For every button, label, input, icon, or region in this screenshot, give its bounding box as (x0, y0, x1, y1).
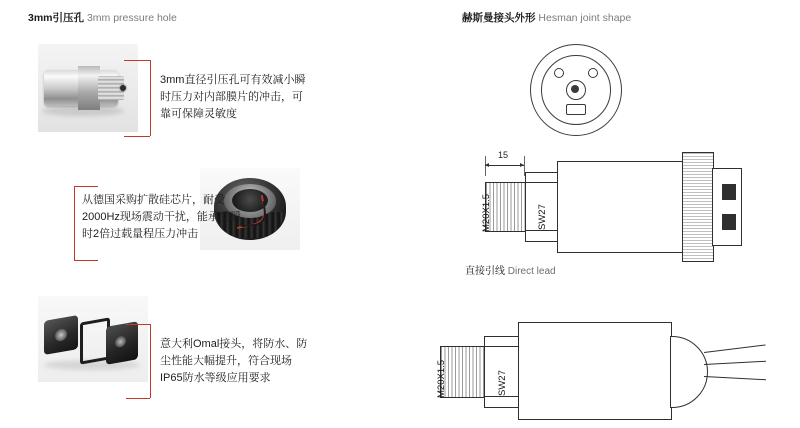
thread-label-m20: M20X1.5 (481, 193, 492, 232)
callout-leader-top-3 (126, 324, 150, 325)
center-dot-shape (571, 85, 579, 93)
hex-chamfer-bottom (525, 230, 557, 231)
connector-pin-upper (722, 184, 736, 200)
pin-hole-left-shape (554, 68, 564, 78)
pin-hole-right-shape (588, 68, 598, 78)
dim-label-15: 15 (498, 150, 509, 160)
callout-leader-bottom-1 (124, 136, 150, 137)
connector-eye-shape (55, 328, 67, 342)
hex-label-sw27: SW27 (497, 370, 508, 396)
callout-leader-top-1 (124, 60, 150, 61)
cable-wire-lower (704, 376, 766, 380)
hex-nut-shape (78, 66, 100, 110)
dim-line-15 (485, 165, 524, 166)
housing-barrel-shape (557, 161, 684, 253)
pressure-hole-shape (120, 85, 126, 91)
cable-wire-upper (704, 344, 766, 353)
heading-en-text: Hesman joint shape (538, 12, 632, 24)
callout-text: 从德国采购扩散硅芯片，耐受2000Hz现场震动干扰，能承受瞬时2倍过载量程压力冲击 (82, 194, 241, 241)
dim-arrow-right (520, 163, 524, 167)
callout-pressure-hole (160, 72, 310, 123)
section-heading-pressure-hole (28, 10, 177, 25)
connector-part-b-shape (106, 321, 138, 365)
thread-label-m20: M20X1.5 (436, 359, 447, 398)
dim-arrow-left (485, 163, 489, 167)
hex-chamfer-top (484, 346, 518, 347)
caption-en-text: Direct lead (507, 266, 556, 277)
photo-omal-connector (38, 296, 148, 382)
connector-ribbed-shape (682, 152, 714, 262)
caption-direct-lead (465, 262, 556, 277)
caption-cn-text: 直接引线 (465, 266, 505, 277)
connector-cap-shape (712, 168, 742, 246)
cable-wire-middle (704, 361, 766, 365)
callout-leader-bottom-3 (126, 398, 150, 399)
cable-gland-dome-shape (670, 336, 708, 408)
callout-leader-vertical-2 (74, 186, 75, 260)
callout-diffused-silicon-chip (82, 192, 242, 243)
callout-text: 意大利Omal接头，将防水、防尘性能大幅提升，符合现场IP65防水等级应用要求 (160, 338, 308, 385)
hex-chamfer-top (525, 182, 557, 183)
hex-chamfer-bottom (484, 396, 518, 397)
heading-cn-text: 3mm引压孔 (28, 12, 85, 24)
connector-eye-shape (115, 335, 126, 348)
drawing-hesman-top-view (530, 44, 622, 136)
callout-text: 3mm直径引压孔可有效减小瞬时压力对内部膜片的冲击，可靠可保障灵敏度 (160, 74, 306, 121)
callout-omal-connector (160, 336, 310, 387)
hex-label-sw27: SW27 (537, 204, 548, 230)
connector-part-a-shape (44, 315, 78, 355)
callout-leader-bottom-2 (74, 260, 98, 261)
connector-pin-lower (722, 214, 736, 230)
housing-barrel-shape (518, 322, 672, 420)
photo-pressure-hole (38, 44, 138, 132)
callout-leader-vertical-3 (150, 324, 151, 398)
ground-slot-shape (566, 104, 586, 115)
section-heading-hesman-joint (462, 10, 631, 25)
callout-leader-top-2 (74, 186, 98, 187)
heading-en-text: 3mm pressure hole (86, 12, 177, 24)
heading-cn-text: 赫斯曼接头外形 (462, 12, 536, 24)
callout-leader-vertical-1 (150, 60, 151, 136)
